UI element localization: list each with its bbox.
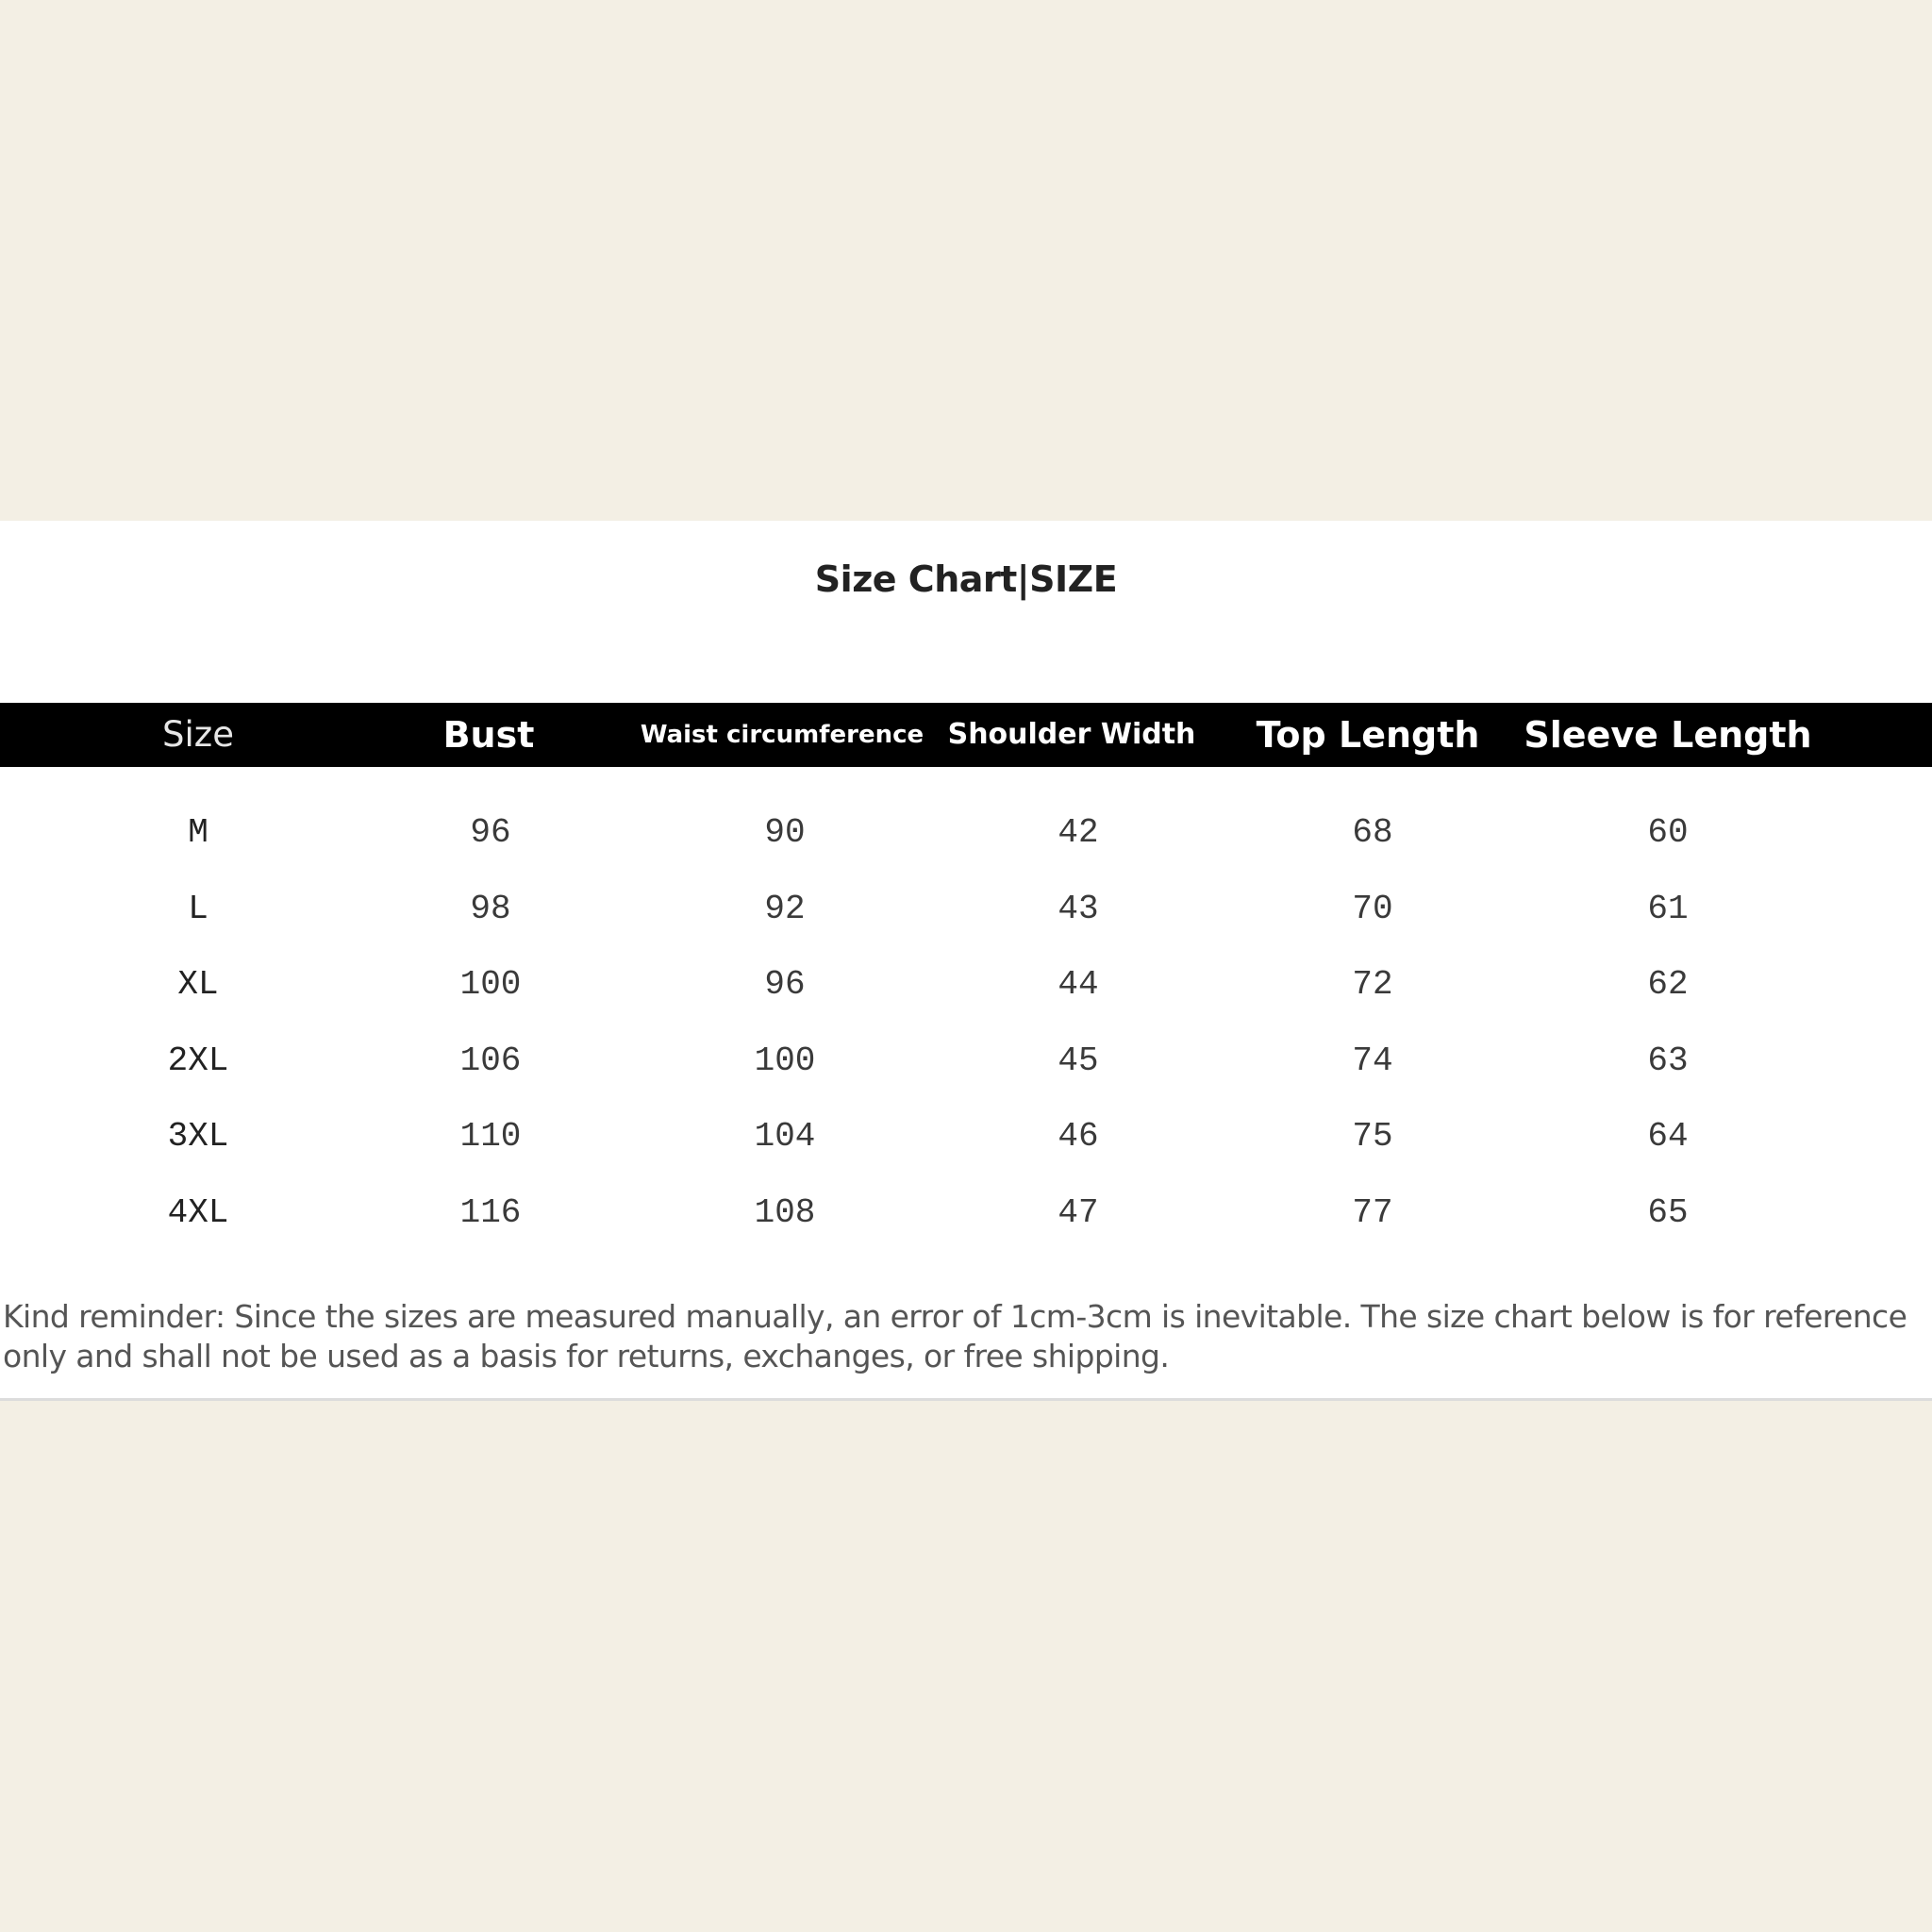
cell-waist: 96 <box>764 965 806 1004</box>
cell-shoulder-width: 44 <box>1058 965 1099 1004</box>
cell-top-length: 75 <box>1352 1117 1393 1156</box>
cell-sleeve-length: 64 <box>1647 1117 1689 1156</box>
cell-bust: 116 <box>459 1193 522 1232</box>
table-row <box>0 1099 1932 1174</box>
header-sleeve-length: Sleeve Length <box>1524 714 1812 756</box>
table-header <box>0 703 1932 767</box>
table-row <box>0 947 1932 1023</box>
cell-bust: 100 <box>459 965 522 1004</box>
cell-size: L <box>188 890 208 928</box>
header-shoulder-width: Shoulder Width <box>947 718 1196 751</box>
cell-bust: 96 <box>470 813 511 852</box>
cell-top-length: 68 <box>1352 813 1393 852</box>
cell-sleeve-length: 62 <box>1647 965 1689 1004</box>
size-chart-panel <box>0 521 1932 1401</box>
header-size: Size <box>162 714 234 755</box>
cell-size: 3XL <box>167 1117 229 1156</box>
header-bust: Bust <box>442 714 535 756</box>
kind-reminder-note: Kind reminder: Since the sizes are measured manually, an error of 1cm-3cm is inevitable. The size chart below is for reference only and shall not be used as a basis for returns, exchanges, or free shipping. <box>3 1298 1907 1374</box>
cell-top-length: 74 <box>1352 1041 1393 1080</box>
header-top-length: Top Length <box>1256 714 1480 756</box>
cell-size: 2XL <box>167 1041 229 1080</box>
cell-shoulder-width: 42 <box>1058 813 1099 852</box>
cell-waist: 104 <box>754 1117 816 1156</box>
cell-size: XL <box>177 965 219 1004</box>
cell-waist: 92 <box>764 890 806 928</box>
header-waist: Waist circumference <box>640 721 924 749</box>
table-row <box>0 1175 1932 1251</box>
cell-bust: 106 <box>459 1041 522 1080</box>
chart-title: Size Chart|SIZE <box>814 558 1118 600</box>
cell-sleeve-length: 61 <box>1647 890 1689 928</box>
cell-bust: 98 <box>470 890 511 928</box>
cell-size: M <box>188 813 208 852</box>
cell-top-length: 77 <box>1352 1193 1393 1232</box>
cell-bust: 110 <box>459 1117 522 1156</box>
cell-sleeve-length: 63 <box>1647 1041 1689 1080</box>
cell-sleeve-length: 60 <box>1647 813 1689 852</box>
table-row <box>0 795 1932 871</box>
table-row <box>0 872 1932 947</box>
cell-top-length: 72 <box>1352 965 1393 1004</box>
cell-shoulder-width: 45 <box>1058 1041 1099 1080</box>
cell-shoulder-width: 46 <box>1058 1117 1099 1156</box>
cell-waist: 108 <box>754 1193 816 1232</box>
divider <box>0 1398 1932 1401</box>
cell-top-length: 70 <box>1352 890 1393 928</box>
cell-waist: 100 <box>754 1041 816 1080</box>
cell-shoulder-width: 43 <box>1058 890 1099 928</box>
table-row <box>0 1024 1932 1099</box>
cell-shoulder-width: 47 <box>1058 1193 1099 1232</box>
cell-sleeve-length: 65 <box>1647 1193 1689 1232</box>
cell-size: 4XL <box>167 1193 229 1232</box>
cell-waist: 90 <box>764 813 806 852</box>
